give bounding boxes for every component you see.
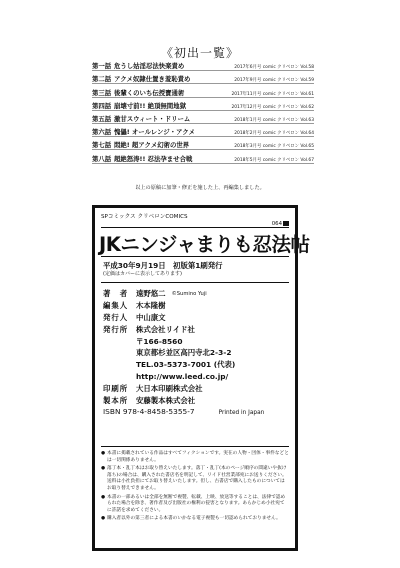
toc-chapter: 第四話	[92, 101, 112, 110]
legal-notices	[101, 451, 289, 525]
toc-title: 激甘スウィート・ドリーム	[114, 114, 191, 123]
toc-source: 2018年5月号 comic クリベロン Vol.67	[234, 157, 314, 163]
printed-in: Printed in Japan	[218, 410, 265, 417]
toc-header: 《初出一覧》	[160, 46, 239, 60]
toc-chapter: 第三話	[92, 88, 112, 97]
toc-source: 2017年12月号 comic クリベロン Vol.62	[231, 104, 314, 110]
toc-source: 2018年2月号 comic クリベロン Vol.64	[234, 131, 314, 137]
legal-item	[101, 516, 289, 523]
isbn-text: ISBN 978-4-8458-5355-7	[103, 407, 195, 417]
toc-row	[92, 71, 314, 84]
credit-value: 安藤製本株式会社	[136, 395, 196, 405]
toc-row	[92, 58, 314, 71]
toc-title: 愧儡! オールレンジ・アクメ	[114, 128, 195, 137]
credit-value: 木本隆樹	[136, 301, 166, 311]
toc-title: 崩壊寸前!! 絶頂無間地獄	[114, 101, 186, 110]
toc-row	[92, 124, 314, 137]
credits	[103, 288, 264, 418]
legal-item	[101, 451, 289, 464]
telephone	[103, 359, 264, 371]
credit-issuer	[103, 312, 264, 324]
revision-note: 以上の原稿に加筆・修正を施した上、再編集しました。	[135, 185, 265, 191]
credit-key: 製本所	[103, 395, 129, 405]
toc-title: 危うし姑淫忍法快楽責め	[114, 62, 185, 71]
toc-list	[92, 58, 314, 164]
toc-chapter: 第六話	[92, 128, 112, 137]
credit-value: 中山康文	[136, 312, 166, 322]
postal-code	[103, 335, 264, 347]
toc-source: 2017年6月号 comic クリベロン Vol.58	[234, 65, 314, 71]
divider	[101, 227, 289, 228]
credit-value: 遠野悠二	[136, 289, 166, 299]
postal-code-text: 〒166-8560	[136, 336, 183, 346]
isbn-line	[103, 406, 264, 418]
credit-editor	[103, 300, 264, 312]
bullet-icon: ●	[101, 494, 106, 500]
address	[103, 347, 264, 359]
toc-row	[92, 98, 314, 111]
website	[103, 371, 264, 383]
series-label: SPコミックス クリベロンCOMICS	[101, 214, 188, 220]
toc-source: 2018年1月号 comic クリベロン Vol.63	[234, 117, 314, 123]
series-number-text: 064	[271, 221, 282, 227]
toc-title: アクメ奴隷仕置き羞恥責め	[114, 75, 191, 84]
toc-title: 超絶怒涛!! 忍法孕ませ合戦	[114, 154, 193, 163]
book-title: JKニンジャまりも忍法帖	[99, 233, 310, 256]
legal-text: 本書の一部あるいは全部を無断で複製、転載、上映、放送等することは、法律で認められた場合を除き、著作者及び出版社の権利の侵害となります。あらかじめ小社宛てに許諾を求めてください。	[107, 494, 286, 513]
legal-item	[101, 495, 289, 515]
divider	[101, 256, 289, 257]
credit-key: 印刷所	[103, 383, 129, 393]
toc-chapter: 第七話	[92, 141, 112, 150]
toc-chapter: 第八話	[92, 154, 112, 163]
credit-author	[103, 288, 264, 300]
toc-source: 2017年11月号 comic クリベロン Vol.61	[231, 91, 314, 97]
toc-chapter: 第一話	[92, 62, 112, 71]
toc-chapter: 第五話	[92, 114, 112, 123]
toc-source: 2018年3月号 comic クリベロン Vol.65	[234, 144, 314, 150]
toc-row	[92, 150, 314, 163]
legal-item	[101, 466, 289, 492]
bullet-icon: ●	[101, 466, 106, 472]
bullet-icon: ●	[101, 516, 106, 522]
credit-key: 著 者	[103, 289, 129, 299]
credit-key: 発行人	[103, 312, 129, 322]
credit-printer	[103, 382, 264, 394]
copyright: ©Sumino Yuji	[171, 290, 207, 297]
toc-row	[92, 84, 314, 97]
toc-title: 後輩くのいち伝授寶通術	[114, 88, 185, 97]
credit-publisher	[103, 323, 264, 335]
toc-chapter: 第二話	[92, 75, 112, 84]
address-text: 東京都杉並区高円寺北2-3-2	[136, 348, 232, 358]
toc-row	[92, 111, 314, 124]
credit-key: 編集人	[103, 301, 129, 311]
divider	[101, 282, 289, 283]
legal-text: 購入者以外の第三者による本書のいかなる電子複製も一切認められておりません。	[107, 516, 281, 522]
credit-binder	[103, 394, 264, 406]
credit-value: 大日本印刷株式会社	[136, 383, 203, 393]
isbn	[103, 407, 264, 416]
toc-source: 2017年9月号 comic クリベロン Vol.59	[234, 78, 314, 84]
price-note: (定価はカバーに表示してあります)	[103, 271, 182, 277]
number-bar-mark	[283, 221, 289, 226]
publication-date: 平成30年9月19日 初版第1刷発行	[103, 261, 223, 270]
divider	[101, 446, 289, 447]
credit-key: 発行所	[103, 324, 129, 334]
toc-row	[92, 137, 314, 150]
legal-text: 本書に掲載されている作品はすべてフィクションです。実在の人物・団体・事件などとは一切関係ありません。	[107, 451, 289, 463]
bullet-icon: ●	[101, 451, 106, 456]
colophon-box	[92, 205, 310, 551]
telephone-text: TEL.03-5373-7001 (代表)	[136, 360, 236, 370]
legal-text: 落丁本・乱丁本はお取り替えいたします。落丁・乱丁(本のページ順序の間違いや抜け落ち)の場合は、購入された書店名を明記して、リイド社営業部宛にお送りください。送料は小社負担にてお取り替えいたします。但し、古書店で購入したものについてはお取り替えできません。	[107, 466, 287, 491]
website-url[interactable]: http://www.leed.co.jp/	[136, 371, 229, 381]
credit-value: 株式会社リイド社	[136, 324, 195, 334]
toc-title: 悶絶! 超アクメ幻術の世界	[114, 141, 190, 150]
